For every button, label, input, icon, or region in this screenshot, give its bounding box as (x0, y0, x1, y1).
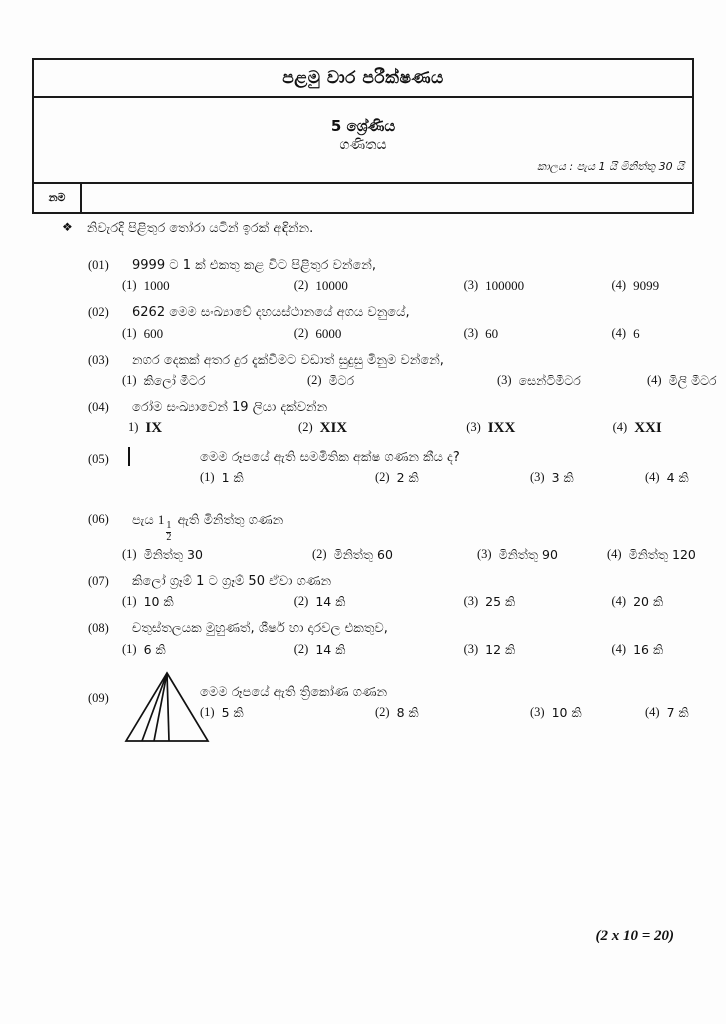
question-figure-slot (0, 448, 200, 496)
question-text: චතුස්තලයක මුහුණත්, ශීර්ෂ හා දාරවල එකතුව, (132, 621, 388, 637)
question-item (0, 512, 726, 563)
option-3[interactable]: (3) මිනිත්තු 90 (477, 547, 558, 563)
option-4[interactable]: (4) XXI (612, 420, 662, 436)
fraction (166, 521, 171, 543)
option-4[interactable]: (4) 6 (611, 325, 640, 341)
option-2[interactable]: (2) මිනිත්තු 60 (312, 547, 393, 563)
question-number: (04) (88, 399, 109, 414)
subject-label: ගණිතය (339, 137, 387, 154)
option-3[interactable]: (3) 3 කි (530, 470, 574, 486)
question-text: මෙම රූපයේ ඇති සමමිතික අක්ෂ ගණන කීය ද? (200, 450, 460, 465)
option-4[interactable]: (4) මිලි මීටර (647, 372, 717, 388)
total-marks: (2 x 10 = 20) (595, 928, 674, 944)
option-row (0, 642, 726, 658)
option-2[interactable]: (2) 8 කි (375, 704, 419, 720)
fraction-numerator: 1 (166, 520, 172, 532)
option-row (200, 470, 689, 486)
option-4[interactable]: (4) 20 කි (611, 594, 664, 610)
option-2[interactable]: (2) 10000 (293, 278, 348, 294)
triangle-with-cevians-icon (122, 669, 212, 747)
option-1[interactable]: (1) 600 (122, 325, 164, 341)
diamond-bullet-icon: ❖ (62, 220, 73, 234)
question-body (200, 448, 689, 486)
option-1[interactable]: (1) 10 කි (122, 594, 174, 610)
option-1[interactable]: (1) කිලෝ මීටර (122, 372, 206, 388)
option-row (200, 705, 689, 721)
question-item (0, 400, 726, 437)
option-3[interactable]: (3) 25 කි (463, 594, 516, 610)
question-item (0, 353, 726, 389)
option-4[interactable]: (4) 16 කි (611, 641, 664, 657)
fraction-whole: 1 (157, 512, 165, 527)
question-number: (03) (88, 352, 109, 367)
option-row (0, 278, 726, 294)
question-item (0, 448, 726, 496)
option-2[interactable]: (2) 14 කි (293, 594, 346, 610)
option-3[interactable]: (3) 60 (463, 325, 499, 341)
question-number: (07) (88, 574, 109, 589)
option-1[interactable]: (1) 1 කි (200, 470, 244, 486)
option-3[interactable]: (3) 12 කි (463, 641, 516, 657)
option-row (0, 547, 726, 563)
option-4[interactable]: (4) 4 කි (645, 470, 689, 486)
fraction-denominator: 2 (166, 531, 172, 543)
exam-duration: කාලය : පැය 1 යි මිනිත්තු 30 යි (537, 160, 684, 173)
question-number: (02) (88, 305, 109, 320)
option-row (0, 326, 726, 342)
option-4[interactable]: (4) 7 කි (645, 704, 689, 720)
question-item (0, 258, 726, 294)
option-2[interactable]: (2) මීටර (307, 372, 355, 388)
option-4[interactable]: (4) 9099 (611, 278, 660, 294)
question-figure-slot (0, 669, 200, 749)
question-item (0, 621, 726, 657)
question-text: රෝම සංඛ්‍යාවෙන් 19 ලියා දක්වන්න (132, 399, 328, 415)
rectangle-figure (128, 448, 130, 466)
question-text: කිලෝ ග්‍රෑම් 1 ට ග්‍රෑම් 50 ඒවා ගණන (132, 574, 332, 590)
option-1[interactable]: 1) IX (128, 420, 163, 436)
question-text: 9999 ට 1 ක් එකතු කළ විට පිළිතුර වන්නේ, (132, 258, 376, 273)
option-2[interactable]: (2) 2 කි (375, 470, 419, 486)
question-item (0, 305, 726, 341)
question-number: (08) (88, 621, 109, 636)
option-2[interactable]: (2) 6000 (293, 325, 342, 341)
option-row (0, 373, 726, 389)
name-input-blank[interactable] (82, 184, 692, 212)
name-field-row (34, 184, 692, 212)
exam-title-row (34, 60, 692, 98)
question-text: මෙම රූපයේ ඇති ත්‍රිකෝණ ගණන (200, 684, 388, 700)
exam-header-box (32, 58, 694, 214)
option-1[interactable]: (1) 5 කි (200, 704, 244, 720)
option-2[interactable]: (2) XIX (298, 420, 348, 436)
grade-subject-block (34, 116, 692, 155)
question-number: (01) (88, 258, 109, 272)
option-1[interactable]: (1) 6 කි (122, 641, 166, 657)
triangle-figure (122, 669, 212, 752)
exam-info-row (34, 98, 692, 184)
question-text: නගර දෙකක් අතර දුර දැක්වීමට වඩාත් සුදුසු මිනුම වන්නේ, (132, 352, 444, 368)
name-label: නම (34, 184, 82, 212)
question-body (200, 669, 689, 721)
option-3[interactable]: (3) 10 කි (530, 704, 582, 720)
option-row (0, 594, 726, 610)
question-number: (06) (88, 512, 109, 526)
option-3[interactable]: (3) IXX (466, 420, 516, 436)
grade-label: 5 ශ්‍රේණිය (330, 117, 396, 135)
option-3[interactable]: (3) 100000 (463, 278, 525, 294)
instruction-text: නිවැරදි පිළිතුර තෝරා යටින් ඉරක් අඳින්න. (86, 221, 314, 236)
question-text (132, 512, 283, 543)
question-item (0, 669, 726, 749)
option-1[interactable]: (1) මිනිත්තු 30 (122, 547, 203, 563)
option-row (0, 420, 726, 437)
question-text-before: පැය (132, 513, 154, 528)
option-2[interactable]: (2) 14 කි (293, 641, 346, 657)
question-number: (05) (88, 452, 109, 466)
option-3[interactable]: (3) සෙන්ටිමීටර (497, 372, 581, 388)
question-text-after: ඇති මිනිත්තු ගණන (177, 513, 284, 528)
option-1[interactable]: (1) 1000 (122, 278, 170, 294)
question-text: 6262 මෙම සංඛ්‍යාවේ දහයස්ථානයේ අගය වනුයේ, (132, 305, 410, 321)
questions-list (0, 258, 726, 760)
exam-title: පළමු වාර පරීක්ෂණය (282, 68, 444, 88)
question-number: (09) (88, 690, 109, 705)
option-4[interactable]: (4) මිනිත්තු 120 (607, 547, 696, 563)
instruction-line (62, 221, 313, 236)
question-item (0, 574, 726, 610)
